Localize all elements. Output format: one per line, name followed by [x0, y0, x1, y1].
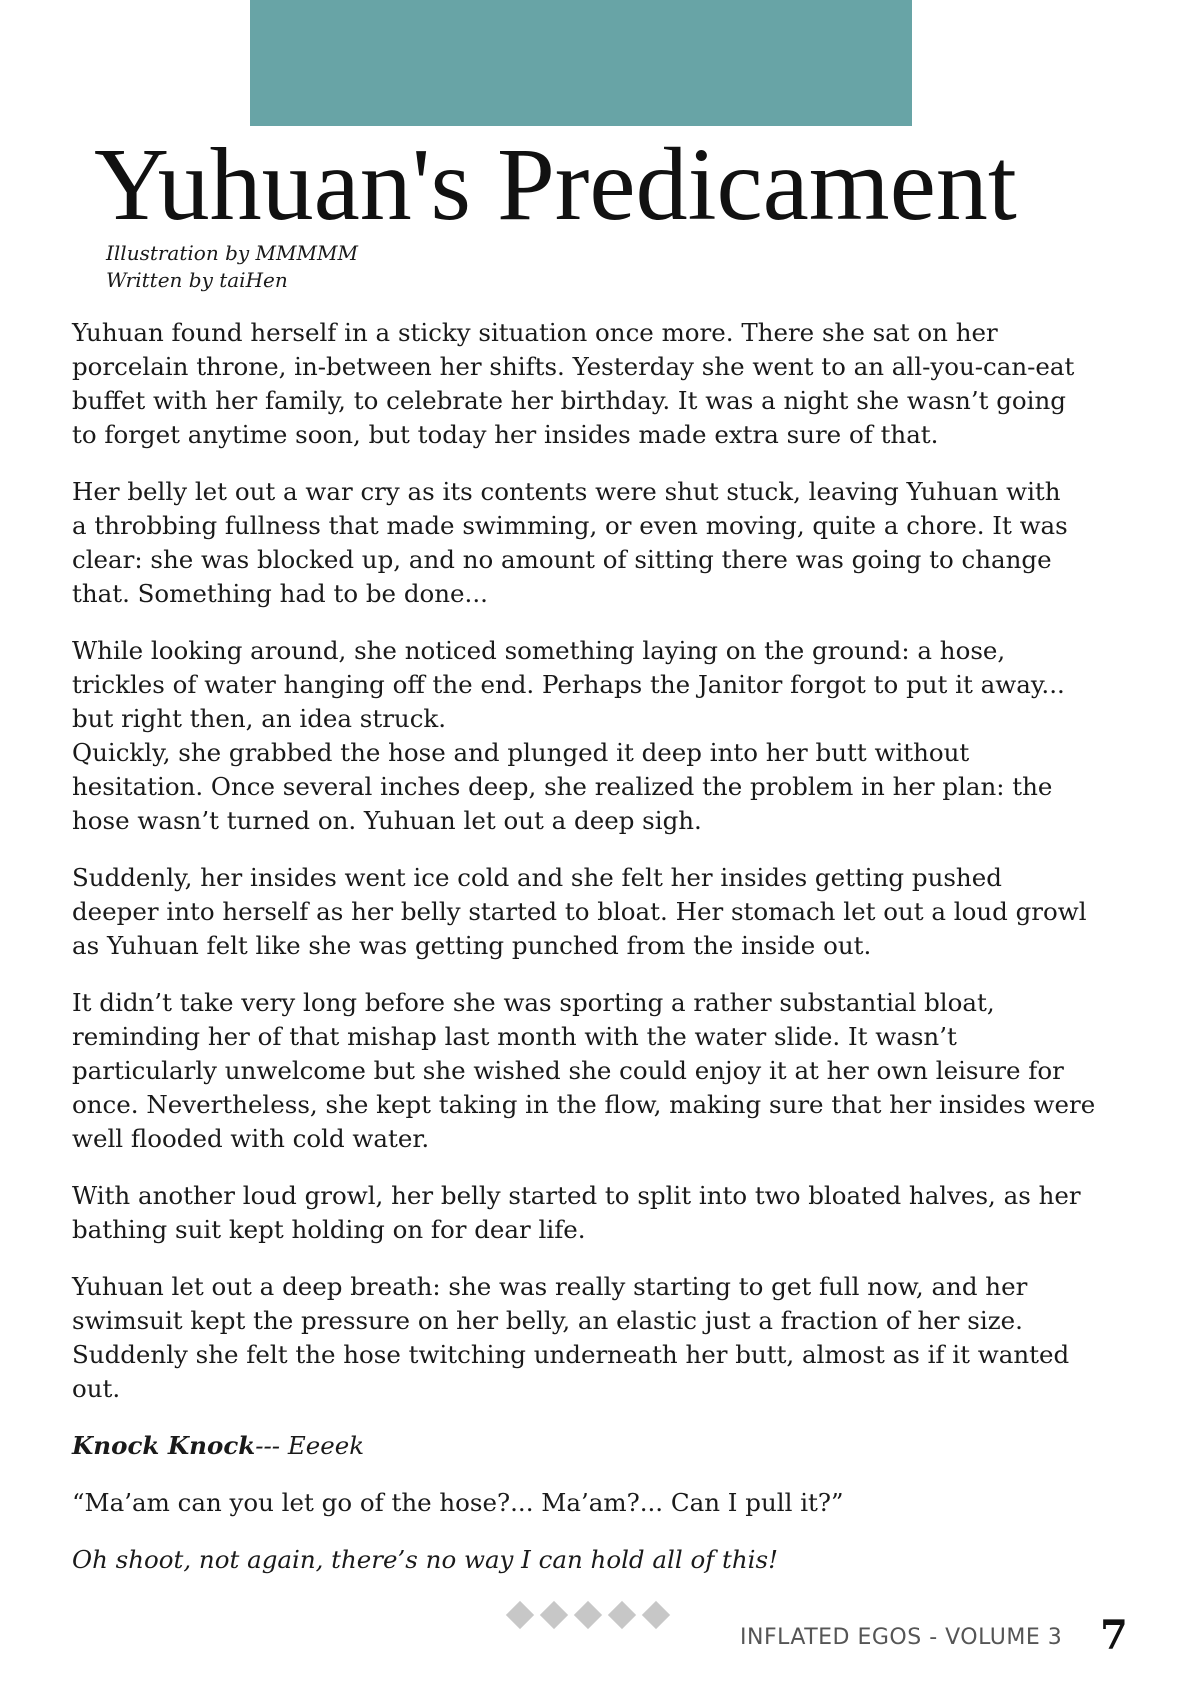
- knock-italic-text: --- Eeeek: [255, 1431, 365, 1460]
- dialogue-line: “Ma’am can you let go of the hose?... Ma’am?... Can I pull it?”: [72, 1488, 844, 1517]
- diamond-icon: [506, 1601, 534, 1629]
- story-paragraph-7: With another loud growl, her belly started to split into two bloated halves, as her bathing suit kept holding on for dear life.: [72, 1181, 1081, 1244]
- story-paragraph-3: While looking around, she noticed something laying on the ground: a hose, trickles of water hanging off the end. Perhaps the Janitor forgot to put it away... but right then, an idea struck.: [72, 636, 1065, 733]
- story-body: [72, 316, 1132, 1600]
- thought-line: Oh shoot, not again, there’s no way I can hold all of this!: [72, 1545, 778, 1574]
- story-paragraph-8: Yuhuan let out a deep breath: she was really starting to get full now, and her swimsuit kept the pressure on her belly, an elastic just a fraction of her size. Suddenly she felt the hose twitching underneath her butt, almost as if it wanted out.: [72, 1272, 1070, 1403]
- page-title: Yuhuan's Predicament: [94, 127, 1017, 242]
- page-number: 7: [1100, 1612, 1128, 1659]
- diamond-ornament: [510, 1600, 666, 1630]
- story-paragraph-2: Her belly let out a war cry as its contents were shut stuck, leaving Yuhuan with a throbbing fullness that made swimming, or even moving, quite a chore. It was clear: she was blocked up, and no amount of sitting there was going to change that. Something had to be done...: [72, 477, 1068, 608]
- knock-line: [72, 1429, 1132, 1463]
- story-paragraph-5: Suddenly, her insides went ice cold and she felt her insides getting pushed deeper into herself as her belly started to bloat. Her stomach let out a loud growl as Yuhuan felt like she was getting punched from the inside out.: [72, 863, 1087, 960]
- diamond-icon: [608, 1601, 636, 1629]
- publication-label: INFLATED EGOS - VOLUME 3: [740, 1625, 1063, 1650]
- story-paragraph-6: It didn’t take very long before she was sporting a rather substantial bloat, reminding her of that mishap last month with the water slide. It wasn’t particularly unwelcome but she wished she could enjoy it at her own leisure for once. Nevertheless, she kept taking in the flow, making sure that her insides were well flooded with cold water.: [72, 988, 1096, 1153]
- knock-bold-text: Knock Knock: [72, 1431, 256, 1460]
- story-paragraph-4: Quickly, she grabbed the hose and plunged it deep into her butt without hesitation. Once several inches deep, she realized the problem in her plan: the hose wasn’t turned on. Yuhuan let out a deep sigh.: [72, 738, 1053, 835]
- diamond-icon: [642, 1601, 670, 1629]
- diamond-icon: [574, 1601, 602, 1629]
- story-paragraph-1: Yuhuan found herself in a sticky situation once more. There she sat on her porcelain throne, in-between her shifts. Yesterday she went to an all-you-can-eat buffet with her family, to celebrate her birthday. It was a night she wasn’t going to forget anytime soon, but today her insides made extra sure of that.: [72, 318, 1075, 449]
- credits: [106, 240, 358, 294]
- top-banner: [250, 0, 912, 126]
- illustration-credit: Illustration by MMMMM: [106, 241, 358, 265]
- diamond-icon: [540, 1601, 568, 1629]
- writer-credit: Written by taiHen: [106, 268, 288, 292]
